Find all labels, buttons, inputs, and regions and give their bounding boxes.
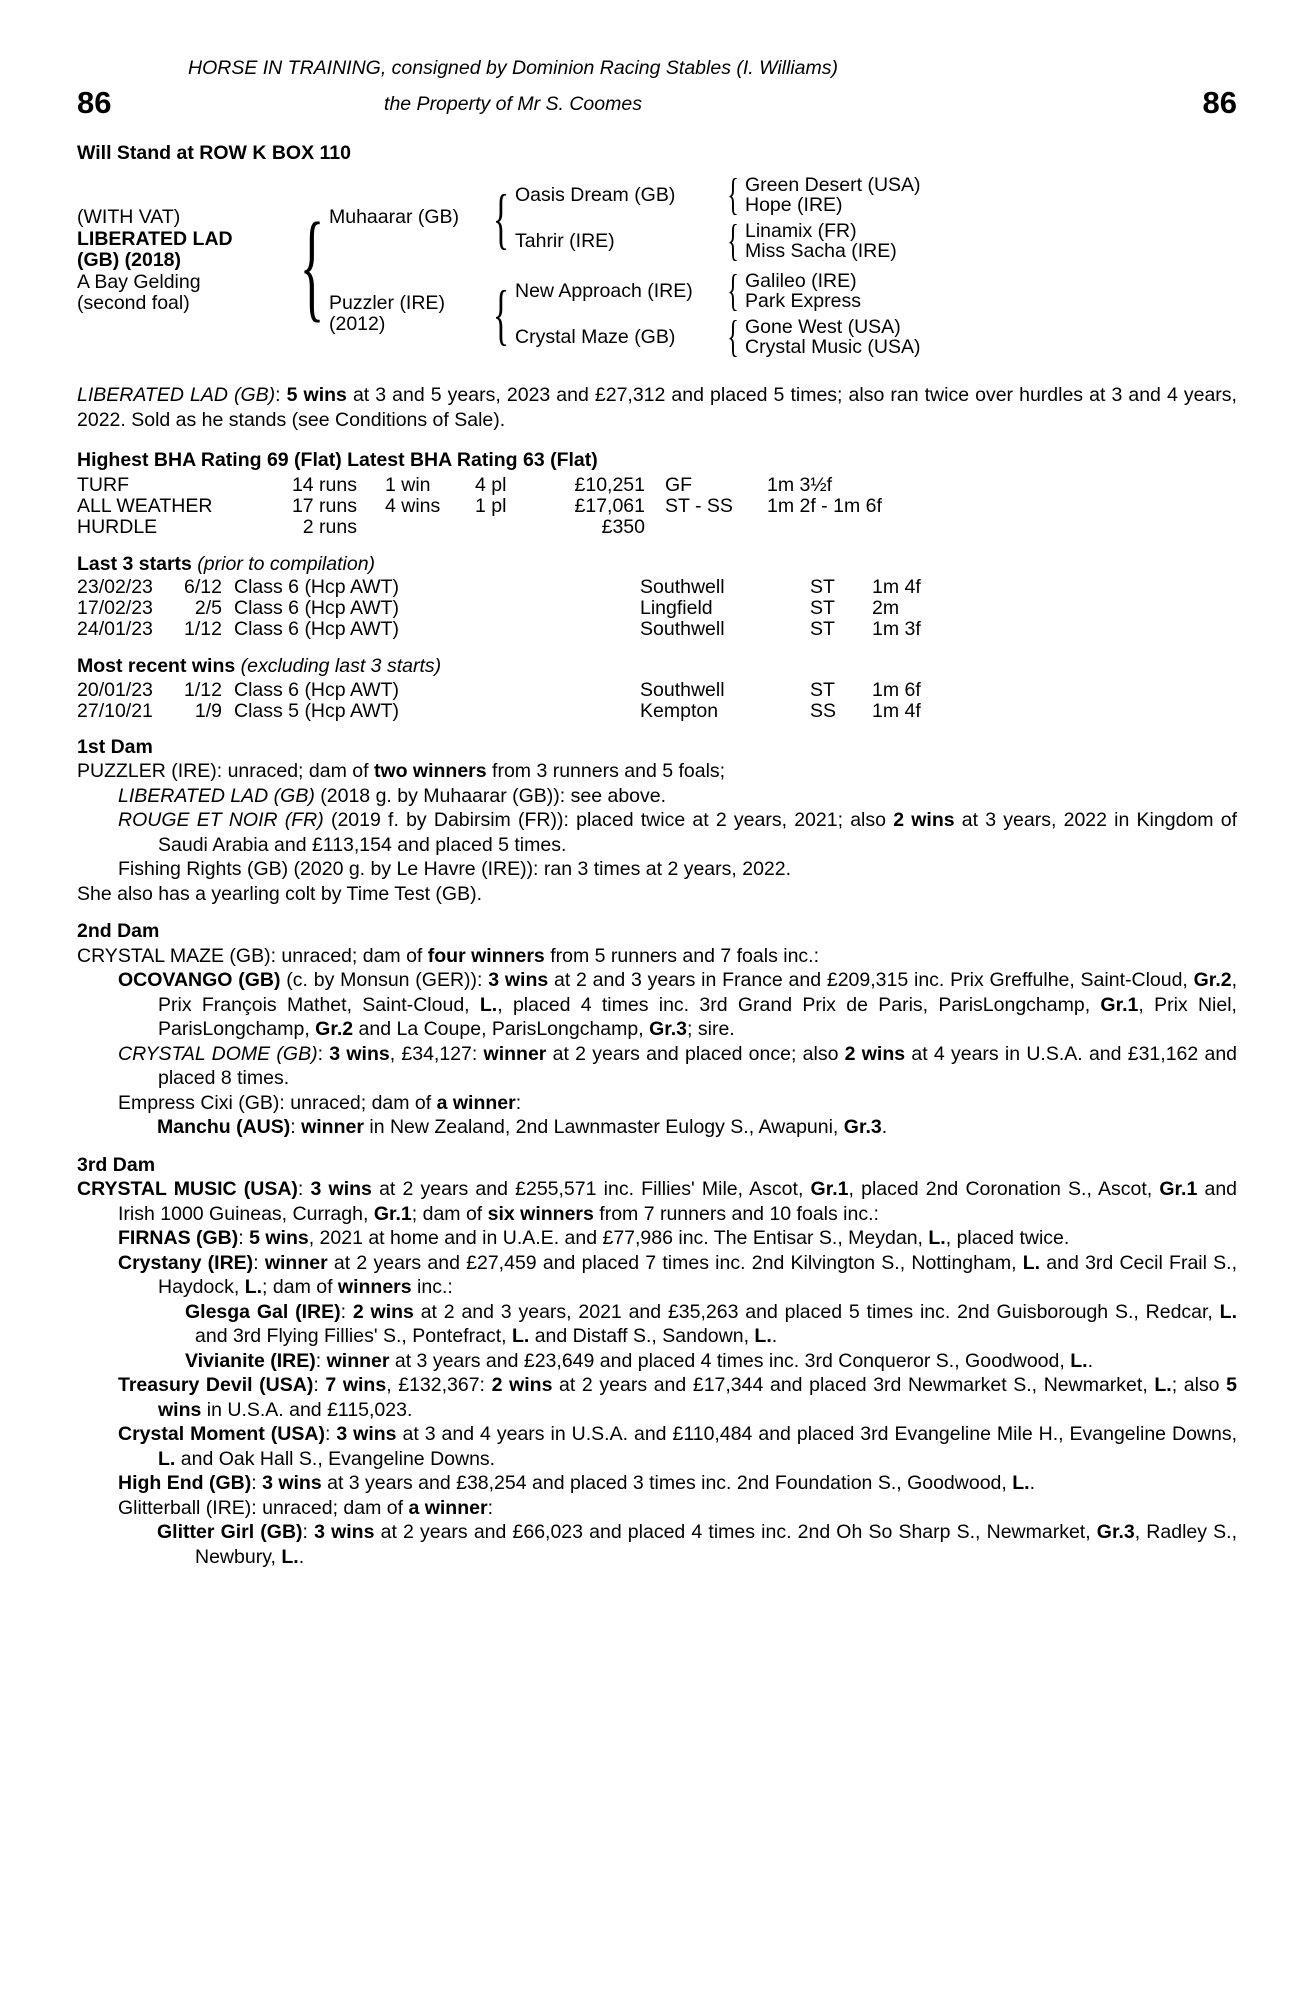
text-run: L. (754, 1325, 772, 1347)
stand-location: Will Stand at ROW K BOX 110 (77, 141, 351, 164)
pedigree-brace-icon: { (727, 311, 739, 361)
property-line: the Property of Mr S. Coomes (384, 92, 642, 115)
table-cell: 1m 4f (872, 576, 921, 598)
pedigree-paragraph (77, 784, 1237, 809)
gen2-column (515, 265, 921, 361)
text-run: 5 wins (249, 1227, 309, 1249)
text-run: at 3 and 5 years, 2023 and £27,312 and placed 5 times; also ran twice over hurdles at 3 and 4 years, 2022. Sold as he stands (see Conditions of Sale). (77, 384, 1237, 431)
table-cell (357, 517, 452, 538)
text-run: , Radley S., Newbury, (195, 1521, 1237, 1568)
recent-wins-title-text: Most recent wins (77, 655, 236, 677)
text-run: 5 wins (158, 1374, 1237, 1421)
text-run: Glitterball (IRE): unraced; dam of (118, 1496, 409, 1519)
text-run: 3 wins (310, 1178, 372, 1200)
text-run: Treasury Devil (USA) (118, 1374, 314, 1396)
gen2-ancestor: Crystal Maze (GB) (515, 326, 676, 348)
pedigree-paragraph (77, 882, 1237, 907)
text-run: (2018 g. by Muhaarar (GB)): see above. (314, 784, 667, 807)
text-run: winner (301, 1116, 364, 1138)
text-run: from 7 runners and 10 foals inc.: (593, 1202, 879, 1225)
color-sex: A Bay Gelding (77, 270, 201, 293)
table-cell: ST (810, 576, 835, 598)
text-run: L. (1022, 1251, 1041, 1274)
text-run: Crystal Moment (USA) (118, 1423, 325, 1445)
consignor-line: HORSE IN TRAINING, consigned by Dominion Racing Stables (I. Williams) (187, 57, 839, 79)
pedigree-brace-icon: { (492, 179, 510, 256)
table-cell: Southwell (640, 576, 725, 598)
text-run: in U.S.A. and £115,023. (201, 1398, 413, 1421)
text-run: L. (1070, 1349, 1088, 1372)
text-run: , placed 4 times inc. 3rd Grand Prix de Paris, ParisLongchamp, (497, 993, 1101, 1016)
text-run: Gr.3 (1096, 1521, 1135, 1543)
text-run: FIRNAS (GB) (118, 1227, 239, 1249)
text-run: Gr.1 (373, 1202, 412, 1225)
table-cell: 2m (872, 597, 900, 619)
gen2-column (515, 169, 921, 265)
text-run: Gr.2 (1193, 969, 1232, 991)
text-run: at 2 years and £17,344 and placed 3rd Newmarket S., Newmarket, (552, 1374, 1155, 1396)
sire-name: Muhaarar (GB) (329, 206, 460, 229)
gen2-ancestor: Tahrir (IRE) (515, 230, 615, 252)
text-run: winner (483, 1042, 547, 1065)
text-run: LIBERATED LAD (GB) (77, 384, 276, 406)
table-cell: 1 win (385, 473, 431, 496)
text-run: CRYSTAL MUSIC (USA) (77, 1178, 298, 1200)
text-run: 2 wins (491, 1374, 553, 1396)
horse-name: LIBERATED LAD (77, 227, 233, 250)
text-run: 2 wins (352, 1300, 414, 1323)
gen2-branch (515, 215, 921, 265)
table-cell (452, 517, 540, 538)
pedigree-paragraph (77, 968, 1237, 1042)
text-run: L. (1012, 1472, 1030, 1494)
text-run: , Prix Niel, ParisLongchamp, (158, 993, 1237, 1040)
pedigree-paragraph (77, 1177, 1237, 1226)
dam-name (329, 293, 487, 336)
text-run: at 3 years and £38,254 and placed 3 times inc. 2nd Foundation S., Goodwood, (321, 1472, 1013, 1494)
text-run: and 3rd Flying Fillies' S., Pontefract, (195, 1325, 512, 1347)
last-starts-table (77, 577, 1237, 640)
text-run: and Oak Hall S., Evangeline Downs. (175, 1447, 496, 1470)
last-starts-title-text: Last 3 starts (77, 552, 192, 575)
text-run: , placed 2nd Coronation S., Ascot, (848, 1178, 1160, 1200)
table-cell: 4 wins (385, 494, 441, 517)
text-run: 3 wins (488, 969, 549, 991)
text-run: at 2 years and £27,459 and placed 7 times inc. 2nd Kilvington S., Nottingham, (327, 1251, 1023, 1274)
gen1-column (329, 169, 921, 361)
text-run: L. (928, 1227, 946, 1249)
text-run: ; dam of (411, 1202, 488, 1225)
table-cell: 2 runs (302, 515, 357, 538)
table-cell: 1m 4f (872, 699, 921, 722)
text-run: a winner (436, 1091, 516, 1114)
table-cell: Southwell (640, 618, 725, 640)
pedigree-paragraph (77, 759, 1237, 784)
pedigree-brace-icon: { (299, 197, 325, 333)
table-cell: 1/12 (184, 678, 222, 701)
text-run: 3 wins (314, 1521, 375, 1543)
text-run: L. (1219, 1300, 1238, 1323)
text-run: : (238, 1227, 250, 1249)
pedigree-paragraph (77, 1422, 1237, 1471)
lot-row (77, 85, 1237, 131)
text-run: from 5 runners and 7 foals inc.: (544, 944, 819, 967)
text-run: : (317, 1042, 330, 1065)
table-cell: 1 pl (475, 494, 507, 517)
table-cell: 6/12 (184, 576, 222, 598)
gen3-ancestor: Hope (IRE) (745, 194, 843, 216)
dam-section-heading: 1st Dam (77, 735, 153, 758)
table-cell: Class 6 (Hcp AWT) (234, 678, 400, 701)
table-cell: Class 6 (Hcp AWT) (234, 576, 400, 598)
text-run: Fishing Rights (GB) (2020 g. by Le Havre (IRE)): ran 3 times at 2 years, 2022. (118, 858, 792, 880)
dam-name-line: Puzzler (IRE) (329, 291, 445, 314)
text-run: 3 wins (329, 1042, 390, 1065)
text-run: : (340, 1300, 353, 1323)
gen3-ancestor: Miss Sacha (IRE) (745, 240, 897, 262)
text-run: and 3rd Cecil Frail S., Haydock, (158, 1251, 1238, 1298)
text-run: a winner (408, 1496, 488, 1519)
text-run: 5 wins (286, 384, 347, 406)
text-run: . (1029, 1472, 1035, 1494)
table-cell (645, 517, 760, 538)
text-run: and La Coupe, ParisLongchamp, (353, 1018, 650, 1040)
text-run: ROUGE ET NOIR (FR) (118, 809, 324, 831)
table-cell: 14 runs (291, 473, 357, 496)
text-run: Gr.1 (1100, 993, 1139, 1016)
pedigree-paragraph (77, 1349, 1237, 1374)
gen3-column (745, 175, 921, 215)
table-cell: Class 6 (Hcp AWT) (234, 618, 400, 640)
pedigree-paragraph (77, 1042, 1237, 1091)
text-run: at 3 and 4 years in U.S.A. and £110,484 and placed 3rd Evangeline Mile H., Evangeline Downs, (396, 1423, 1238, 1445)
text-run: and Irish 1000 Guineas, Curragh, (118, 1178, 1238, 1225)
pedigree-paragraph (77, 1251, 1237, 1300)
text-run: at 2 years and £255,571 inc. Fillies' Mile, Ascot, (371, 1178, 811, 1200)
text-run: CRYSTAL DOME (GB) (118, 1042, 318, 1065)
table-cell: 4 pl (475, 473, 507, 496)
text-run: : (275, 384, 287, 406)
pedigree-paragraph (77, 808, 1237, 857)
table-cell: ST (810, 618, 835, 640)
text-run: (c. by Monsun (GER)): (280, 969, 489, 991)
lot-number-left: 86 (77, 84, 112, 120)
text-run: : (487, 1496, 493, 1519)
table-cell: £17,061 (574, 494, 645, 517)
gen3-column (745, 317, 921, 357)
table-cell: 1m 3½f (767, 473, 833, 496)
table-cell: Southwell (640, 678, 725, 701)
pedigree-paragraph (77, 1373, 1237, 1422)
text-run: L. (511, 1325, 530, 1347)
text-run: Glitter Girl (GB) (157, 1521, 303, 1543)
text-run: ; dam of (262, 1276, 338, 1298)
pedigree-paragraph (77, 1496, 1237, 1521)
text-run: ; also (1171, 1374, 1227, 1396)
text-run: L. (1154, 1374, 1172, 1396)
gen3-ancestor: Crystal Music (USA) (745, 336, 921, 358)
text-run: Glesga Gal (IRE) (185, 1300, 341, 1323)
table-cell: Kempton (640, 699, 719, 722)
table-cell: Class 5 (Hcp AWT) (234, 699, 400, 722)
text-run: : (251, 1472, 263, 1494)
text-run: at 2 years and placed once; also (546, 1042, 845, 1065)
pedigree-paragraph (77, 1115, 1237, 1140)
gen3-ancestor: Linamix (FR) (745, 220, 857, 242)
table-cell: 23/02/23 (77, 576, 153, 598)
text-run: (2019 f. by Dabirsim (FR)): placed twice at 2 years, 2021; also (323, 809, 894, 831)
table-cell: HURDLE (77, 515, 158, 538)
table-cell: 17/02/23 (77, 597, 153, 619)
pedigree-brace-icon: { (727, 215, 739, 265)
text-run: ; sire. (687, 1018, 735, 1040)
gen3-ancestor: Park Express (745, 290, 861, 312)
gen3-column (745, 221, 897, 261)
table-cell: 20/01/23 (77, 678, 153, 701)
race-stats-table (77, 475, 1237, 538)
pedigree-paragraph (77, 857, 1237, 882)
dam-sections (77, 735, 1237, 1570)
table-cell: 1m 3f (872, 618, 921, 640)
race-record (77, 383, 1237, 432)
table-cell: 1m 2f - 1m 6f (767, 494, 882, 517)
text-run: Gr.2 (315, 1018, 354, 1040)
text-run: winner (264, 1251, 328, 1274)
text-run: Vivianite (IRE) (185, 1349, 316, 1372)
text-run: L. (158, 1447, 176, 1470)
bha-ratings: Highest BHA Rating 69 (Flat) Latest BHA Rating 63 (Flat) (77, 449, 598, 471)
pedigree-brace-icon: { (492, 275, 510, 352)
table-cell: TURF (77, 473, 129, 496)
gen2-branch (515, 311, 921, 361)
text-run: Gr.1 (1159, 1178, 1198, 1200)
table-cell: 17 runs (291, 494, 357, 517)
gen3-ancestor: Gone West (USA) (745, 316, 901, 338)
dam-year: (2012) (329, 313, 386, 335)
text-run: Gr.3 (843, 1116, 882, 1138)
gen2-branch (515, 169, 921, 219)
text-run: : (290, 1116, 302, 1138)
table-cell: £350 (601, 515, 645, 538)
table-cell: Class 6 (Hcp AWT) (234, 597, 400, 619)
table-cell (760, 517, 1237, 538)
last-starts-title-note: (prior to compilation) (191, 552, 376, 575)
text-run: 7 wins (325, 1374, 387, 1396)
text-run: in New Zealand, 2nd Lawnmaster Eulogy S., Awapuni, (363, 1116, 844, 1138)
text-run: L. (244, 1276, 263, 1298)
text-run: winners (337, 1276, 412, 1298)
pedigree-paragraph (77, 944, 1237, 969)
text-run: four winners (427, 944, 545, 967)
pedigree-paragraph (77, 1091, 1237, 1116)
horse-details (77, 175, 295, 315)
gen2-branch (515, 265, 921, 315)
table-cell: 1/12 (184, 618, 222, 640)
text-run: at 2 years and £66,023 and placed 4 times inc. 2nd Oh So Sharp S., Newmarket, (374, 1521, 1097, 1543)
table-cell: ST - SS (665, 494, 733, 517)
text-run: . (771, 1325, 778, 1347)
table-cell: ST (810, 597, 835, 619)
text-run: : (313, 1374, 326, 1396)
text-run: High End (GB) (118, 1472, 252, 1494)
text-run: at 2 and 3 years in France and £209,315 inc. Prix Greffulhe, Saint-Cloud, (548, 969, 1194, 991)
text-run: at 3 years and £23,649 and placed 4 times inc. 3rd Conqueror S., Goodwood, (389, 1349, 1071, 1372)
text-run: inc.: (411, 1276, 453, 1298)
dam-section-heading: 2nd Dam (77, 920, 160, 942)
table-cell: Lingfield (640, 597, 713, 619)
table-cell: ALL WEATHER (77, 494, 213, 517)
text-run: two winners (373, 760, 487, 782)
text-run: : (515, 1091, 522, 1114)
text-run: Empress Cixi (GB): unraced; dam of (118, 1091, 437, 1114)
text-run: Crystany (IRE) (118, 1251, 254, 1274)
text-run: : (315, 1349, 327, 1372)
gen3-ancestor: Green Desert (USA) (745, 174, 921, 196)
foal-note: (second foal) (77, 292, 190, 314)
dam-branch (329, 265, 921, 361)
text-run: from 3 runners and 5 foals; (486, 760, 726, 782)
dam-section-heading: 3rd Dam (77, 1153, 156, 1176)
pedigree-paragraph (77, 1226, 1237, 1251)
text-run: 2 wins (893, 809, 955, 831)
text-run: Gr.3 (649, 1018, 688, 1040)
table-cell: 1/9 (194, 699, 222, 722)
gen2-ancestor: Oasis Dream (GB) (515, 184, 676, 206)
text-run: at 4 years in U.S.A. and £31,162 and placed 8 times. (158, 1042, 1238, 1089)
text-run: Manchu (AUS) (157, 1116, 291, 1138)
text-run: 3 wins (262, 1472, 322, 1494)
pedigree-table (77, 169, 1237, 361)
text-run: L. (281, 1545, 299, 1568)
text-run: : (302, 1521, 315, 1543)
text-run: PUZZLER (IRE): unraced; dam of (77, 760, 374, 782)
pedigree-brace-icon: { (727, 169, 739, 219)
text-run: at 2 and 3 years, 2021 and £35,263 and placed 5 times inc. 2nd Guisborough S., Redcar, (413, 1300, 1220, 1323)
last-starts-title (77, 552, 1237, 577)
text-run: winner (326, 1349, 390, 1372)
text-run: LIBERATED LAD (GB) (118, 784, 315, 807)
horse-name-suffix: (GB) (2018) (77, 249, 182, 271)
recent-wins-title (77, 654, 1237, 679)
text-run: : (297, 1178, 311, 1200)
table-cell: 2/5 (194, 597, 222, 619)
table-cell: 1m 6f (872, 678, 921, 701)
pedigree-paragraph (77, 1471, 1237, 1496)
text-run: CRYSTAL MAZE (GB): unraced; dam of (77, 944, 428, 967)
recent-wins-table (77, 680, 1237, 722)
table-cell: ST (810, 678, 835, 701)
text-run: six winners (487, 1202, 594, 1225)
gen3-ancestor: Galileo (IRE) (745, 270, 857, 292)
table-cell: SS (810, 699, 837, 722)
text-run: , £132,367: (386, 1374, 492, 1396)
text-run: , placed twice. (945, 1227, 1070, 1249)
sire-branch (329, 169, 921, 265)
table-cell: £10,251 (574, 473, 645, 496)
text-run: , Prix François Mathet, Saint-Cloud, (158, 969, 1238, 1016)
text-run: . (881, 1116, 888, 1138)
text-run: . (1087, 1349, 1093, 1372)
text-run: 3 wins (336, 1423, 397, 1445)
vat-note: (WITH VAT) (77, 206, 181, 228)
pedigree-paragraph (77, 1300, 1237, 1349)
text-run: , 2021 at home and in U.A.E. and £77,986 inc. The Entisar S., Meydan, (308, 1227, 929, 1249)
text-run: Gr.1 (810, 1178, 849, 1200)
text-run: : (324, 1423, 337, 1445)
text-run: and Distaff S., Sandown, (529, 1325, 755, 1347)
text-run: L. (479, 993, 498, 1016)
pedigree-paragraph (77, 1520, 1237, 1569)
text-run: She also has a yearling colt by Time Test (GB). (77, 882, 482, 905)
gen2-ancestor: New Approach (IRE) (515, 280, 693, 302)
gen3-column (745, 271, 861, 311)
text-run: , £34,127: (389, 1042, 484, 1065)
table-cell: 27/10/21 (77, 699, 153, 722)
lot-number-right: 86 (1202, 84, 1237, 120)
text-run: OCOVANGO (GB) (118, 969, 281, 991)
text-run: : (253, 1251, 265, 1274)
text-run: . (298, 1545, 305, 1568)
table-cell: 24/01/23 (77, 618, 153, 640)
recent-wins-title-note: (excluding last 3 starts) (235, 655, 442, 677)
table-cell: GF (665, 473, 693, 496)
pedigree-brace-icon: { (727, 265, 739, 315)
text-run: 2 wins (844, 1042, 906, 1065)
text-run: at 3 years, 2022 in Kingdom of Saudi Arabia and £113,154 and placed 5 times. (158, 809, 1237, 856)
